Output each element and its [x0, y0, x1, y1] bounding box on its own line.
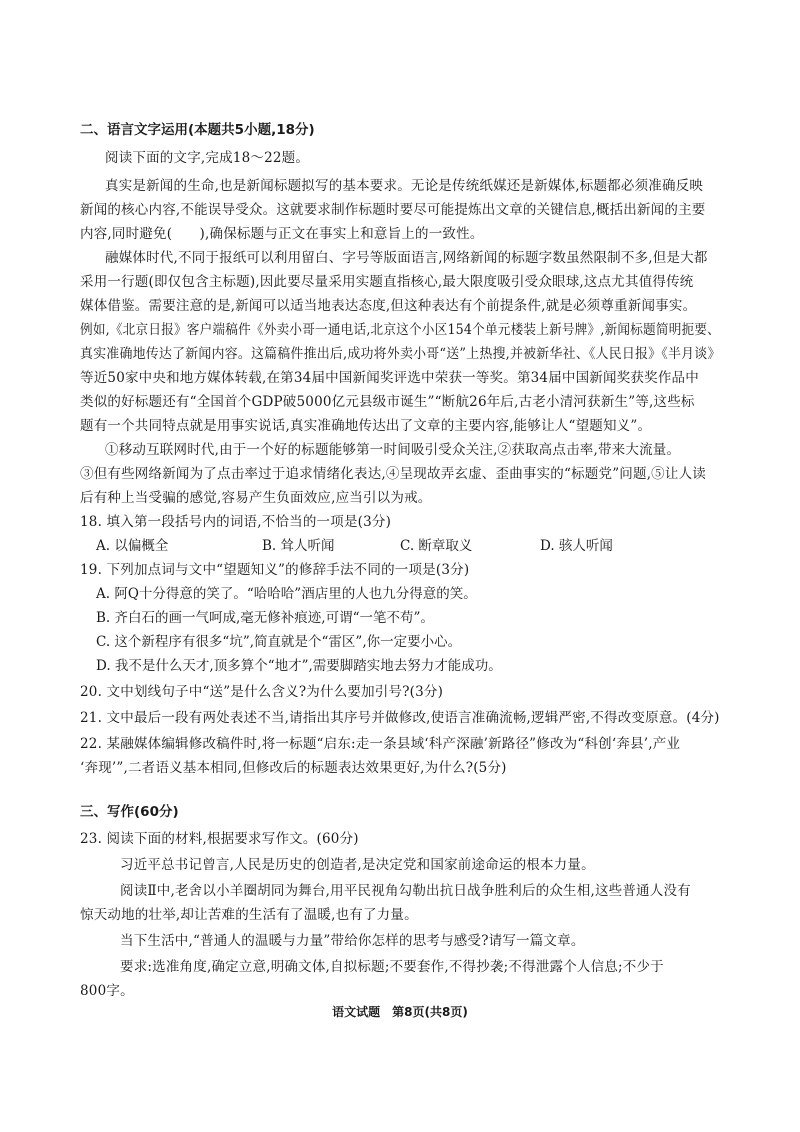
q22-line: 22. 某融媒体编辑修改稿件时,将一标题“启东:走一条县域‘科产深融’新路径”修改为“科创‘奔县’,产业	[80, 736, 681, 752]
q19-stem: 19. 下列加点词与文中“望题知义”的修辞手法不同的一项是(3分)	[80, 562, 470, 578]
passage-line: 采用一行题(即仅包含主标题),因此要尽量采用实题直指核心,最大限度吸引受众眼球,这点尤其值得传统	[80, 274, 694, 290]
passage-line: 题有一个共同特点就是用事实说话,真实准确地传达出了文章的主要内容,能够让人“望题知义”。	[80, 418, 652, 434]
q19-option-c: C. 这个新程序有很多“坑”,简直就是个“雷区”,你一定要小心。	[96, 634, 462, 650]
q20-text: 20. 文中划线句子中“送”是什么含义?为什么要加引号?(3分)	[80, 684, 444, 700]
q21-text: 21. 文中最后一段有两处表述不当,请指出其序号并做修改,使语言准确流畅,逻辑严密,不得改变原意。(4分)	[80, 710, 720, 726]
passage-line: ①移动互联网时代,由于一个好的标题能够第一时间吸引受众关注,②获取高点击率,带来大流量。	[105, 442, 681, 458]
material-line: 阅读Ⅱ中,老舍以小羊圈胡同为舞台,用平民视角勾勒出抗日战争胜利后的众生相,这些普通人没有	[120, 883, 691, 899]
passage-line: 媒体借鉴。需要注意的是,新闻可以适当地表达态度,但这种表达有个前提条件,就是必须尊重新闻事实。	[80, 298, 697, 314]
passage-line: 融媒体时代,不同于报纸可以利用留白、字号等版面语言,网络新闻的标题字数虽然限制不多,但是大都	[105, 250, 708, 266]
q18-stem: 18. 填入第一段括号内的词语,不恰当的一项是(3分)	[80, 514, 392, 530]
q22-line: ‘奔现’”,二者语义基本相同,但修改后的标题表达效果更好,为什么?(5分)	[80, 760, 507, 776]
passage-line: 新闻的核心内容,不能误导受众。这就要求制作标题时要尽可能提炼出文章的关键信息,概括出新闻的主要	[80, 202, 706, 218]
material-line: 当下生活中,“普通人的温暖与力量”带给你怎样的思考与感受?请写一篇文章。	[120, 933, 585, 949]
page-footer: 语文试题 第8页(共8页)	[332, 1005, 468, 1019]
requirements-line: 800字。	[80, 983, 134, 999]
section2-intro: 阅读下面的文字,完成18～22题。	[105, 150, 310, 166]
q18-option-b: B. 耸人听闻	[262, 538, 335, 554]
q18-option-d: D. 骇人听闻	[540, 538, 613, 554]
section3-title: 三、写作(60分)	[80, 804, 179, 820]
q19-option-b: B. 齐白石的画一气呵成,毫无修补痕迹,可谓“一笔不苟”。	[96, 610, 434, 626]
passage-line: 真实准确地传达了新闻内容。这篇稿件推出后,成功将外卖小哥“送”上热搜,并被新华社、《人民日报》《半月谈》	[80, 346, 721, 362]
requirements-line: 要求:选准角度,确定立意,明确文体,自拟标题;不要套作,不得抄袭;不得泄露个人信息;不少于	[120, 959, 664, 975]
material-line: 惊天动地的壮举,却让苦难的生活有了温暖,也有了力量。	[80, 907, 418, 923]
q18-option-a: A. 以偏概全	[96, 538, 169, 554]
q18-option-c: C. 断章取义	[400, 538, 473, 554]
passage-line: 类似的好标题还有“全国首个GDP破5000亿元县级市诞生”“断航26年后,古老小清河获新生”等,这些标	[80, 394, 695, 410]
passage-line: ③但有些网络新闻为了点击率过于追求情绪化表达,④呈现故弄玄虚、歪曲事实的“标题党”问题,⑤让人读	[80, 466, 706, 482]
q23-stem: 23. 阅读下面的材料,根据要求写作文。(60分)	[80, 831, 359, 847]
section2-title: 二、语言文字运用(本题共5小题,18分)	[80, 122, 315, 138]
passage-line: 后有种上当受骗的感觉,容易产生负面效应,应当引以为戒。	[80, 490, 432, 506]
q19-option-d: D. 我不是什么天才,顶多算个“地才”,需要脚踏实地去努力才能成功。	[96, 658, 502, 674]
q19-option-a: A. 阿Q十分得意的笑了。“哈哈哈”酒店里的人也九分得意的笑。	[96, 586, 477, 602]
passage-line: 真实是新闻的生命,也是新闻标题拟写的基本要求。无论是传统纸媒还是新媒体,标题都必须准确反映	[105, 178, 704, 194]
passage-line: 等近50家中央和地方媒体转载,在第34届中国新闻奖评选中荣获一等奖。第34届中国新闻奖获奖作品中	[80, 370, 699, 386]
passage-line: 内容,同时避免( ),确保标题与正文在事实上和意旨上的一致性。	[80, 226, 484, 242]
passage-line: 例如,《北京日报》客户端稿件《外卖小哥一通电话,北京这个小区154个单元楼装上新号牌》,新闻标题简明扼要、	[80, 322, 720, 338]
material-line: 习近平总书记曾言,人民是历史的创造者,是决定党和国家前途命运的根本力量。	[120, 857, 595, 873]
